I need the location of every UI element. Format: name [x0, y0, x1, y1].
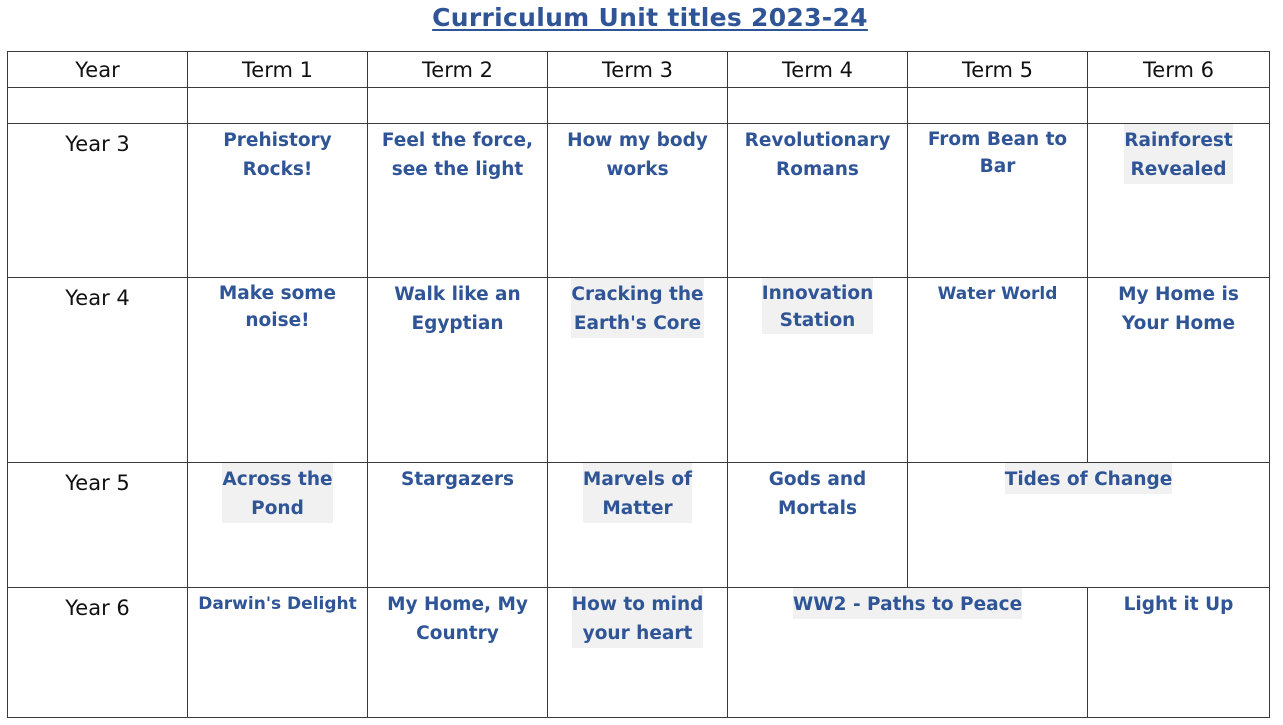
unit-title: My Home, My Country: [387, 594, 528, 644]
unit-title: Light it Up: [1123, 594, 1234, 615]
header-term-5: Term 5: [908, 52, 1088, 88]
unit-title: My Home is Your Home: [1118, 284, 1239, 334]
unit-title: Marvels of Matter: [583, 463, 692, 523]
unit-title: Gods and Mortals: [768, 469, 867, 519]
unit-title: Revolutionary Romans: [744, 130, 891, 180]
table-row: [8, 588, 1270, 718]
table-row: [8, 124, 1270, 278]
spacer-row: [8, 88, 1270, 124]
unit-title: WW2 - Paths to Peace: [793, 588, 1022, 619]
header-term-6: Term 6: [1088, 52, 1270, 88]
header-term-3: Term 3: [548, 52, 728, 88]
table-row: [8, 278, 1270, 463]
unit-title: How my body works: [567, 130, 708, 180]
header-term-4: Term 4: [728, 52, 908, 88]
unit-title: Feel the force, see the light: [381, 130, 534, 180]
curriculum-table: [7, 51, 1270, 718]
year-label: Year 4: [8, 278, 188, 463]
unit-title: Across the Pond: [222, 463, 332, 523]
unit-title: Darwin's Delight: [198, 594, 357, 614]
page-title: Curriculum Unit titles 2023-24: [432, 3, 868, 32]
unit-title: Water World: [937, 284, 1058, 304]
table-row: [8, 463, 1270, 588]
unit-title: How to mind your heart: [572, 588, 704, 648]
unit-title: Stargazers: [401, 469, 514, 490]
unit-title: Prehistory Rocks!: [223, 130, 332, 180]
unit-title: Rainforest Revealed: [1124, 124, 1233, 184]
header-term-2: Term 2: [368, 52, 548, 88]
unit-title: From Bean to Bar: [927, 129, 1068, 177]
unit-title: Tides of Change: [1005, 463, 1173, 494]
unit-title: Cracking the Earth's Core: [571, 278, 703, 338]
year-label: Year 3: [8, 124, 188, 278]
header-row: [8, 52, 1270, 88]
unit-title: Walk like an Egyptian: [394, 284, 521, 334]
unit-title: Innovation Station: [762, 278, 874, 334]
header-term-1: Term 1: [188, 52, 368, 88]
year-label: Year 5: [8, 463, 188, 588]
year-label: Year 6: [8, 588, 188, 718]
header-year: Year: [8, 52, 188, 88]
unit-title: Make some noise!: [218, 283, 337, 331]
